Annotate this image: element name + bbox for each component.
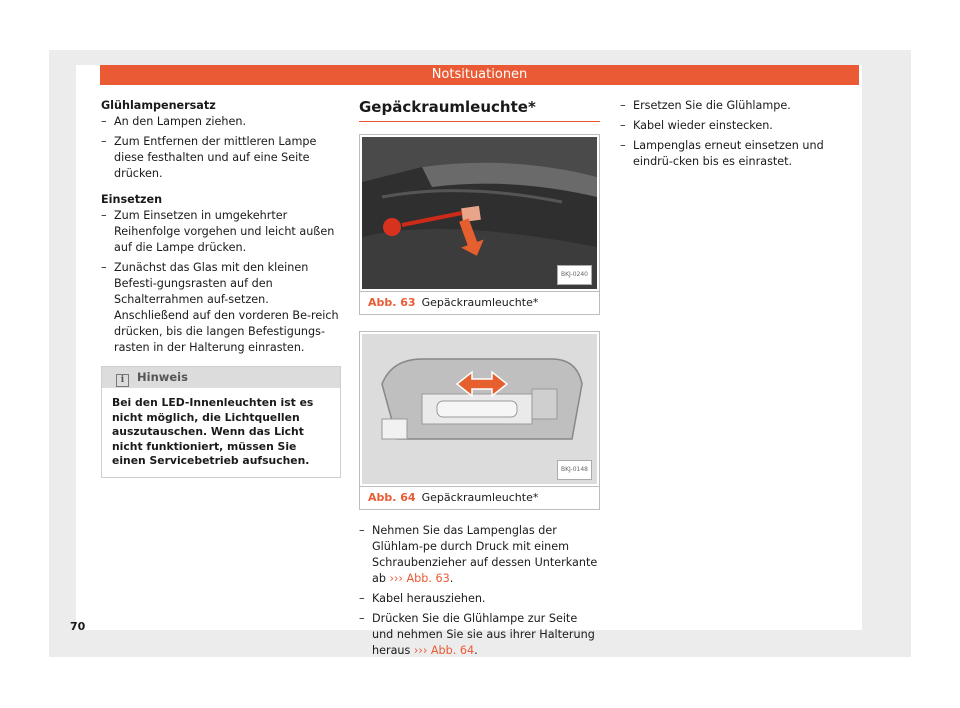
info-icon: i [116, 374, 129, 387]
list-item: – An den Lampen ziehen. [101, 115, 247, 128]
section-title: Gepäckraumleuchte* [359, 99, 600, 122]
list-item: – Kabel wieder einstecken. [620, 119, 773, 132]
middle-column [359, 99, 600, 663]
section-header: Notsituationen [100, 65, 859, 85]
list-item: – Kabel herausziehen. [359, 592, 486, 605]
figure-63-image [362, 137, 597, 289]
note-title: Hinweis [137, 370, 188, 384]
figure-ref-link[interactable]: ››› Abb. 64 [413, 644, 475, 657]
list-item: – Zunächst das Glas mit den kleinen Befesti-gungsrasten auf den Schalterrahmen auf-setzen. Anschließend auf den vorderen Be-reich drücken, bis die langen Befestigungs-rasten in der Halterung einrasten. [101, 261, 339, 354]
note-box [101, 366, 341, 478]
heading-einsetzen: Einsetzen [101, 193, 163, 206]
note-header [102, 367, 340, 388]
figure-code: BKJ-0148 [557, 460, 592, 480]
list-item: – Nehmen Sie das Lampenglas der Glühlam-pe durch Druck mit einem Schraubenzieher auf dessen Unterkante ab ››› Abb. 63. [359, 524, 598, 585]
list-item: – Drücken Sie die Glühlampe zur Seite und nehmen Sie sie aus ihrer Halterung heraus ››› Abb. 64. [359, 612, 595, 657]
heading-gluehlampenersatz: Glühlampenersatz [101, 99, 216, 112]
list-item: – Zum Einsetzen in umgekehrter Reihenfolge vorgehen und leicht außen auf die Lampe drücken. [101, 209, 335, 254]
right-column [620, 98, 860, 174]
list-item: – Lampenglas erneut einsetzen und eindrü-cken bis es einrastet. [620, 139, 824, 168]
page-number: 70 [70, 620, 86, 633]
list-item: – Ersetzen Sie die Glühlampe. [620, 99, 791, 112]
figure-code: BKJ-0240 [557, 265, 592, 285]
figure-64-caption: Abb. 64 Gepäckraumleuchte* [360, 486, 599, 509]
list-item: – Zum Entfernen der mittleren Lampe diese festhalten und auf eine Seite drücken. [101, 135, 317, 180]
figure-64-image [362, 334, 597, 484]
figure-63-caption: Abb. 63 Gepäckraumleuchte* [360, 291, 599, 314]
note-body: Bei den LED-Innenleuchten ist es nicht möglich, die Lichtquellen auszutauschen. Wenn das Licht nicht funktioniert, müssen Sie einen Servicebetrieb aufsuchen. [112, 396, 314, 467]
left-column [101, 98, 341, 478]
figure-ref-link[interactable]: ››› Abb. 63 [389, 572, 450, 585]
figure-64 [359, 331, 600, 510]
figure-63 [359, 134, 600, 315]
